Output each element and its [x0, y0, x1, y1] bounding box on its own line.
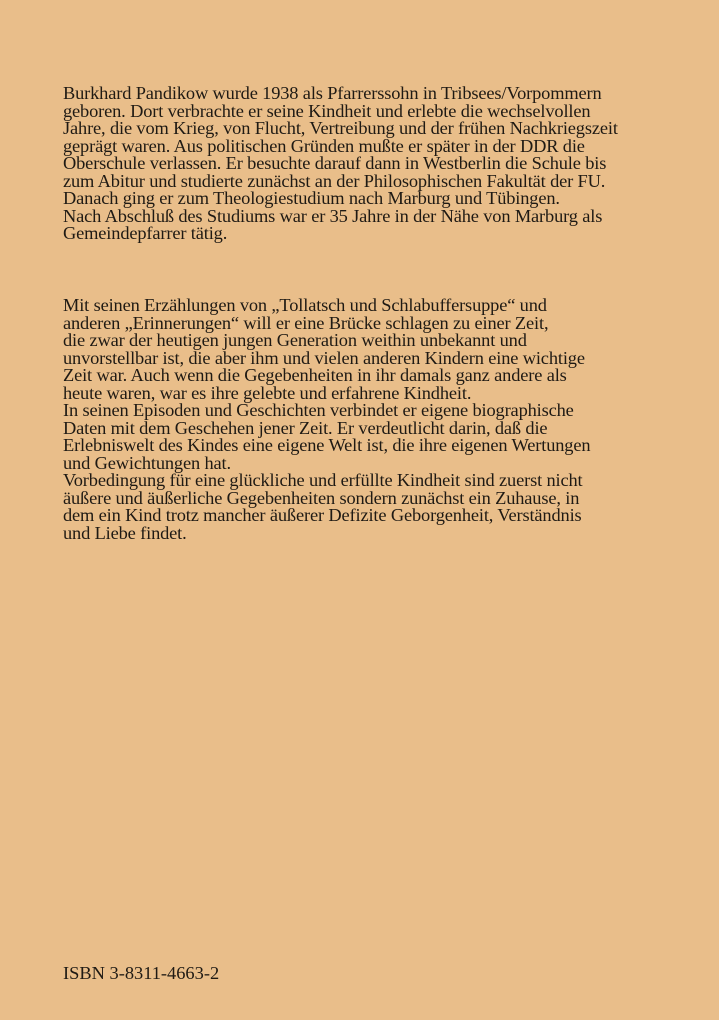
description-line: und Gewichtungen hat. [63, 452, 231, 473]
description-line: Mit seinen Erzählungen von „Tollatsch und Schlabuffersuppe“ und [63, 295, 547, 315]
biography-line: Burkhard Pandikow wurde 1938 als Pfarrerssohn in Tribsees/Vorpommern [63, 83, 602, 103]
biography-line: geboren. Dort verbrachte er seine Kindheit und erlebte die wechselvollen [63, 100, 591, 121]
biography-line: zum Abitur und studierte zunächst an der Philosophischen Fakultät der FU. [63, 170, 606, 191]
biography-line: Danach ging er zum Theologiestudium nach Marburg und Tübingen. [63, 188, 560, 208]
description-line: Erlebniswelt des Kindes eine eigene Welt ist, die ihre eigenen Wertungen [63, 435, 591, 455]
description-line: dem ein Kind trotz mancher äußerer Defizite Geborgenheit, Verständnis [63, 505, 582, 525]
biography-line: Gemeindepfarrer tätig. [63, 223, 228, 243]
description-line: die zwar der heutigen jungen Generation weithin unbekannt und [63, 330, 527, 350]
description-line: und Liebe findet. [63, 522, 187, 543]
biography-line: Oberschule verlassen. Er besuchte darauf dann in Westberlin die Schule bis [63, 153, 607, 173]
biography-line: Nach Abschluß des Studiums war er 35 Jahre in der Nähe von Marburg als [63, 205, 603, 226]
author-biography [63, 85, 663, 243]
book-description [63, 297, 663, 542]
description-line: Vorbedingung für eine glückliche und erfüllte Kindheit sind zuerst nicht [63, 470, 583, 490]
description-line: Daten mit dem Geschehen jener Zeit. Er verdeutlicht darin, daß die [63, 417, 548, 438]
description-line: Zeit war. Auch wenn die Gegebenheiten in ihr damals ganz andere als [63, 365, 567, 385]
biography-line: geprägt waren. Aus politischen Gründen mußte er später in der DDR die [63, 135, 585, 156]
description-line: anderen „Erinnerungen“ will er eine Brücke schlagen zu einer Zeit, [63, 312, 549, 333]
description-line: äußere und äußerliche Gegebenheiten sondern zunächst ein Zuhause, in [63, 487, 580, 508]
description-line: In seinen Episoden und Geschichten verbindet er eigene biographische [63, 400, 574, 420]
description-line: heute waren, war es ihre gelebte und erfahrene Kindheit. [63, 382, 472, 403]
description-line: unvorstellbar ist, die aber ihm und vielen anderen Kindern eine wichtige [63, 347, 585, 368]
biography-line: Jahre, die vom Krieg, von Flucht, Vertreibung und der frühen Nachkriegszeit [63, 118, 618, 138]
isbn-number: ISBN 3-8311-4663-2 [63, 963, 220, 983]
